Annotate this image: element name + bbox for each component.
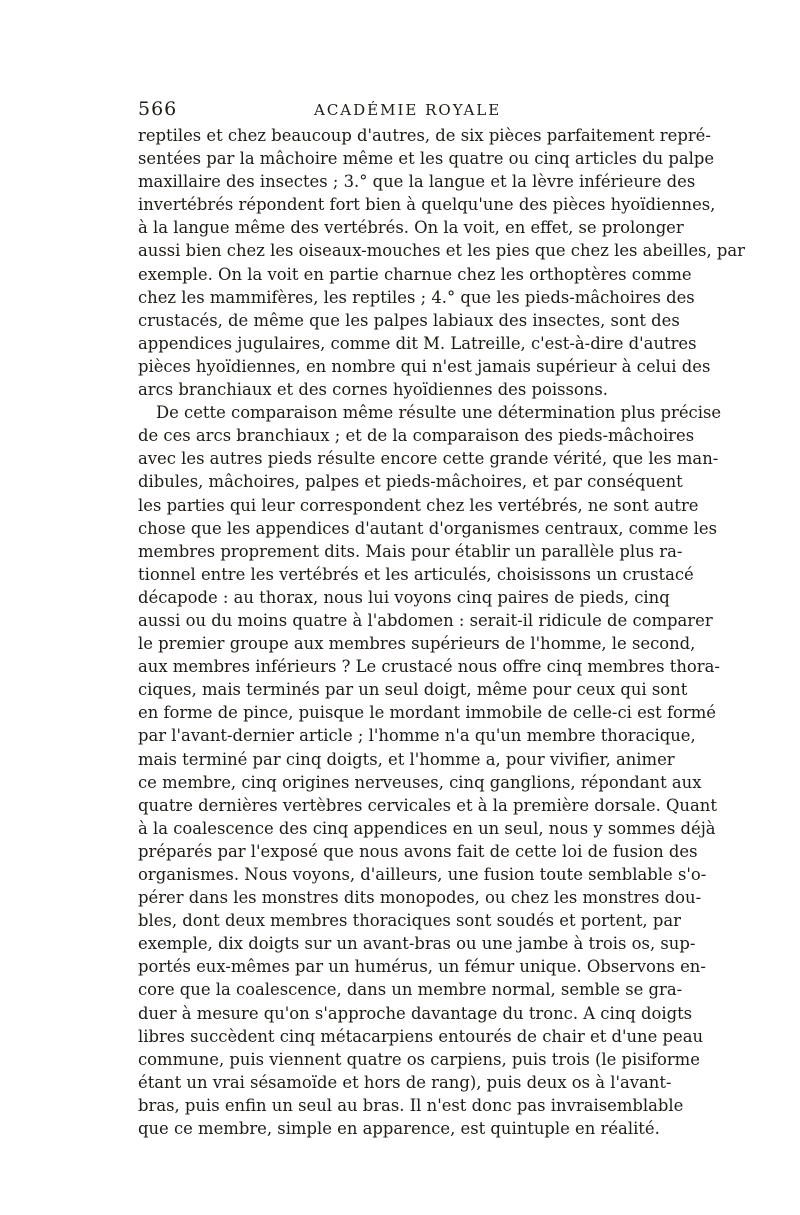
text-line: aussi ou du moins quatre à l'abdomen : serait-il ridicule de comparer [138, 610, 713, 630]
text-line: exemple. On la voit en partie charnue chez les orthoptères comme [138, 264, 692, 284]
text-line: appendices jugulaires, comme dit M. Latreille, c'est-à-dire d'autres [138, 333, 697, 353]
text-line: arcs branchiaux et des cornes hyoïdiennes des poissons. [138, 380, 608, 400]
text-line: crustacés, de même que les palpes labiaux des insectes, sont des [138, 310, 680, 330]
text-line: par l'avant-dernier article ; l'homme n'a qu'un membre thoracique, [138, 726, 696, 746]
text-line: reptiles et chez beaucoup d'autres, de six pièces parfaitement repré- [138, 126, 711, 145]
text-line: à la coalescence des cinq appendices en un seul, nous y sommes déjà [138, 818, 716, 838]
text-line: dibules, mâchoires, palpes et pieds-mâchoires, et par conséquent [138, 472, 683, 492]
text-line: avec les autres pieds résulte encore cette grande vérité, que les man- [138, 449, 719, 469]
text-line: commune, puis viennent quatre os carpiens, puis trois (le pisiforme [138, 1049, 700, 1069]
text-line: organismes. Nous voyons, d'ailleurs, une fusion toute semblable s'o- [138, 865, 707, 884]
text-line: libres succèdent cinq métacarpiens entourés de chair et d'une peau [138, 1026, 704, 1046]
text-line: étant un vrai sésamoïde et hors de rang), puis deux os à l'avant- [138, 1072, 672, 1092]
text-line: en forme de pince, puisque le mordant immobile de celle-ci est formé [138, 703, 716, 723]
body-text [138, 124, 745, 1140]
text-line: invertébrés répondent fort bien à quelqu'une des pièces hyoïdiennes, [138, 195, 716, 215]
text-line: le premier groupe aux membres supérieurs de l'homme, le second, [138, 634, 696, 654]
text-line: bles, dont deux membres thoraciques sont soudés et portent, par [138, 911, 681, 931]
text-line: core que la coalescence, dans un membre normal, semble se gra- [138, 980, 683, 1000]
text-line: ce membre, cinq origines nerveuses, cinq ganglions, répondant aux [138, 772, 702, 792]
text-line: portés eux-mêmes par un humérus, un fémur unique. Observons en- [138, 957, 706, 977]
text-line: pérer dans les monstres dits monopodes, ou chez les monstres dou- [138, 888, 702, 908]
text-line: à la langue même des vertébrés. On la voit, en effet, se prolonger [138, 218, 684, 238]
text-line: maxillaire des insectes ; 3.° que la langue et la lèvre inférieure des [138, 172, 696, 192]
text-line: mais terminé par cinq doigts, et l'homme a, pour vivifier, animer [138, 749, 675, 769]
text-line: que ce membre, simple en apparence, est quintuple en réalité. [138, 1119, 660, 1139]
text-line: aux membres inférieurs ? Le crustacé nous offre cinq membres thora- [138, 657, 720, 677]
paragraph-first-line: De cette comparaison même résulte une détermination plus précise [156, 403, 722, 423]
text-line: bras, puis enfin un seul au bras. Il n'est donc pas invraisemblable [138, 1095, 684, 1115]
text-line: quatre dernières vertèbres cervicales et à la première dorsale. Quant [138, 795, 717, 815]
page-number: 566 [138, 98, 178, 120]
text-line: chose que les appendices d'autant d'organismes centraux, comme les [138, 518, 718, 538]
text-line: décapode : au thorax, nous lui voyons cinq paires de pieds, cinq [138, 587, 670, 607]
text-line: membres proprement dits. Mais pour établir un parallèle plus ra- [138, 541, 683, 561]
text-line: de ces arcs branchiaux ; et de la comparaison des pieds-mâchoires [138, 426, 695, 446]
running-head [138, 98, 658, 122]
text-line: chez les mammifères, les reptiles ; 4.° que les pieds-mâchoires des [138, 287, 695, 307]
text-line: tionnel entre les vertébrés et les articulés, choisissons un crustacé [138, 564, 694, 584]
text-line: pièces hyoïdiennes, en nombre qui n'est jamais supérieur à celui des [138, 356, 711, 376]
text-line: préparés par l'exposé que nous avons fait de cette loi de fusion des [138, 841, 698, 861]
running-title: ACADÉMIE ROYALE [314, 101, 502, 119]
text-line: sentées par la mâchoire même et les quatre ou cinq articles du palpe [138, 149, 715, 169]
text-line: exemple, dix doigts sur un avant-bras ou une jambe à trois os, sup- [138, 934, 696, 954]
text-line: duer à mesure qu'on s'approche davantage du tronc. A cinq doigts [138, 1003, 693, 1023]
text-line: ciques, mais terminés par un seul doigt, même pour ceux qui sont [138, 680, 688, 700]
text-line: les parties qui leur correspondent chez les vertébrés, ne sont autre [138, 495, 699, 515]
text-line: aussi bien chez les oiseaux-mouches et les pies que chez les abeilles, par [138, 241, 745, 261]
